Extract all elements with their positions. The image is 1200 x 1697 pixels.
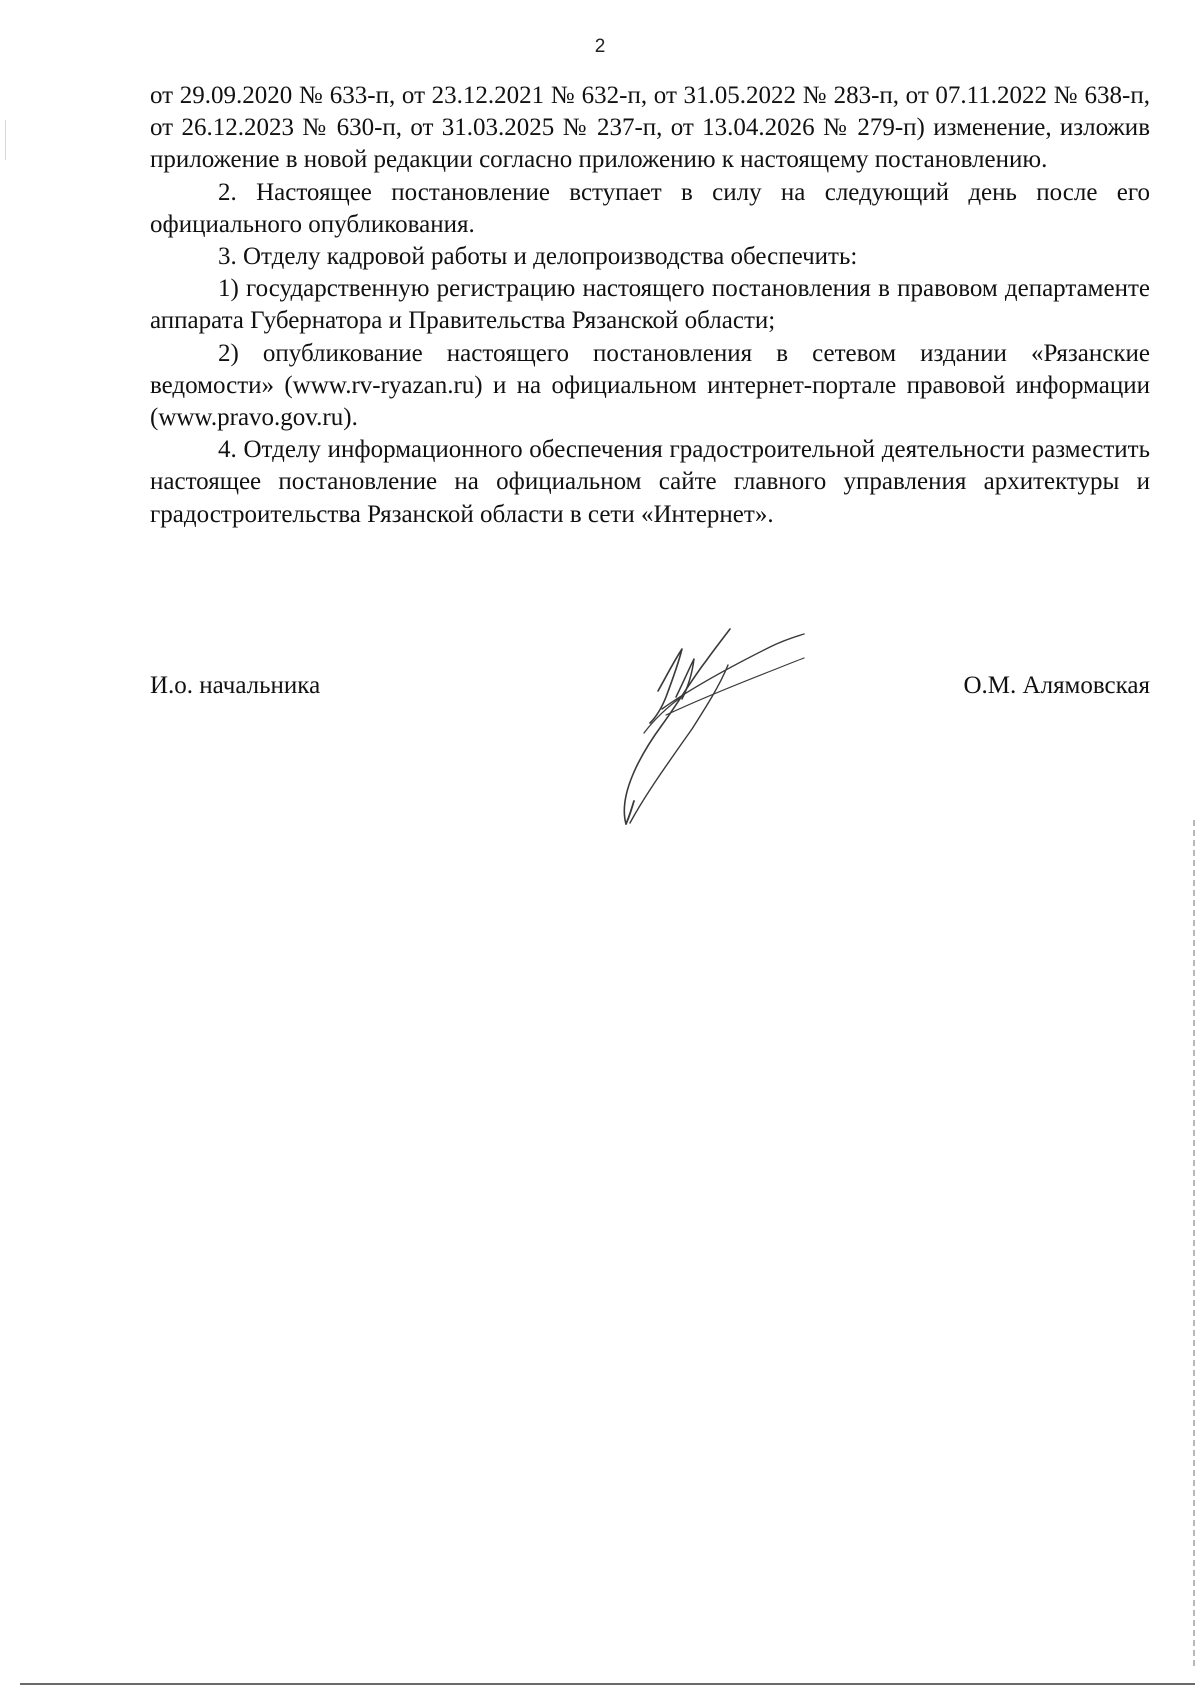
paragraph-effective-date: 2. Настоящее постановление вступает в силу на следующий день после его официального опубликования.	[150, 178, 1150, 238]
paragraph-publication: 2) опубликование настоящего постановления в сетевом издании «Рязанские ведомости» (www.rv-ryazan.ru) и на официальном интернет-портале правовой информации (www.pravo.gov.ru).	[150, 339, 1150, 432]
paragraph-hr-department: 3. Отделу кадровой работы и делопроизводства обеспечить:	[218, 243, 858, 271]
scan-artifact-right	[1193, 820, 1195, 1670]
signatory-position: И.о. начальника	[150, 672, 321, 699]
scan-artifact-left	[5, 120, 6, 160]
document-body	[150, 80, 1150, 531]
signatory-name: О.М. Алямовская	[963, 672, 1150, 699]
paragraph-website-posting: 4. Отделу информационного обеспечения градостроительной деятельности разместить настоящее постановление на официальном сайте главного управления архитектуры и градостроительства Рязанской области в сети «Интернет».	[150, 436, 1150, 528]
page-number: 2	[594, 36, 606, 57]
scan-artifact-bottom	[20, 1683, 1195, 1685]
paragraph-amendment-list: от 29.09.2020 № 633-п, от 23.12.2021 № 632-п, от 31.05.2022 № 283-п, от 07.11.2022 № 638-п, от 26.12.2023 № 630-п, от 31.03.2025 № 237-п, от 13.04.2026 № 279-п) изменение, изложив приложение в новой редакции согласно приложению к настоящему постановлению.	[150, 82, 1150, 174]
paragraph-state-registration: 1) государственную регистрацию настоящего постановления в правовом департаменте аппарата Губернатора и Правительства Рязанской области;	[150, 275, 1150, 335]
handwritten-signature	[600, 625, 815, 835]
